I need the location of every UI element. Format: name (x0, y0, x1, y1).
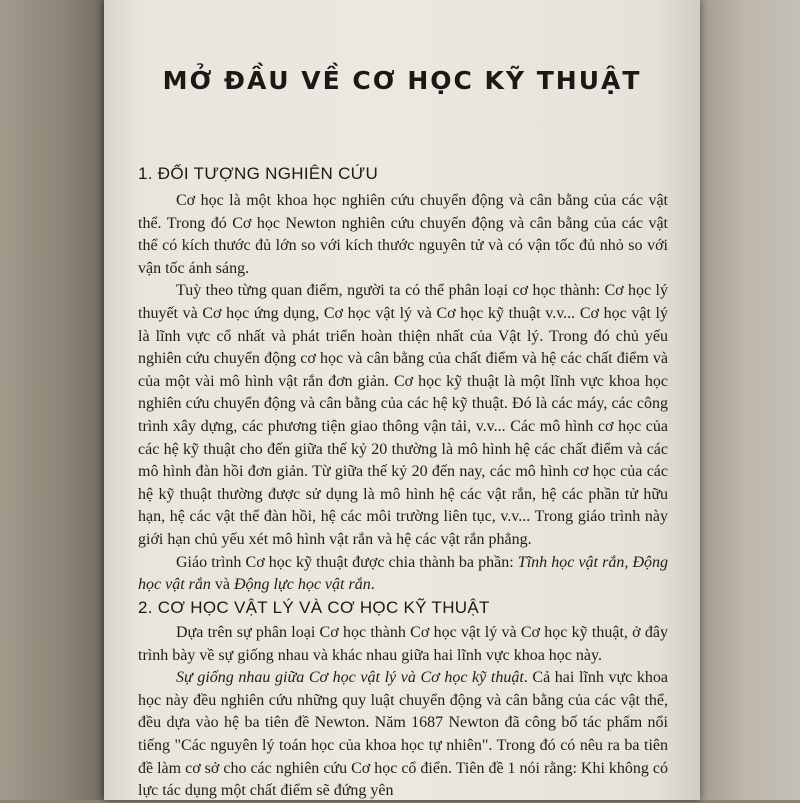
italic-lead: Sự giống nhau giữa Cơ học vật lý và Cơ học kỹ thuật (176, 669, 524, 687)
part-dynamics: Động lực học vật rắn (233, 576, 371, 594)
paragraph: Tuỳ theo từng quan điểm, người ta có thể phân loại cơ học thành: Cơ học lý thuyết và Cơ học ứng dụng, Cơ học vật lý và Cơ học kỹ thuật v.v... Cơ học vật lý là lĩnh vực cổ nhất và phát triển hoàn thiện nhất của Vật lý. Trong đó chủ yếu nghiên cứu chuyển động cơ học và cân bằng của chất điểm và hệ các chất điểm và của một vài mô hình vật rắn đơn giản. Cơ học kỹ thuật là một lĩnh vực khoa học nghiên cứu chuyển động và cân bằng của các hệ kỹ thuật. Đó là các máy, các công trình xây dựng, các phương tiện giao thông vận tải, v.v... Các mô hình cơ học của các hệ kỹ thuật cho đến giữa thế kỷ 20 thường là mô hình hệ các chất điểm và các mô hình đàn hồi đơn giản. Từ giữa thế kỷ 20 đến nay, các mô hình cơ học của các hệ kỹ thuật thường được sử dụng là mô hình hệ các vật rắn, hệ các phần tử hữu hạn, hệ các vật thể đàn hồi, hệ các môi trường liên tục, v.v... Trong giáo trình này giới hạn chủ yếu xét mô hình vật rắn và hệ các vật rắn phẳng. (138, 282, 668, 548)
book-page (104, 0, 700, 800)
section-heading-2: 2. CƠ HỌC VẬT LÝ VÀ CƠ HỌC KỸ THUẬT (138, 598, 490, 617)
period: . (370, 576, 375, 594)
part-statics: Tĩnh học vật rắn, (517, 553, 629, 571)
background-left (0, 0, 110, 800)
paragraph (138, 667, 668, 803)
part-kinematics: Động học vật rắn (138, 553, 669, 594)
section-body-2 (138, 622, 668, 803)
paragraph-rest: . Cả hai lĩnh vực khoa học này đều nghiên cứu những quy luật chuyển động và cân bằng của các vật thể, đều dựa vào hệ ba tiên đề Newton. Năm 1687 Newton đã công bố tác phẩm nổi tiếng "Các nguyên lý toán học của khoa học tự nhiên". Trong đó có nêu ra ba tiên đề làm cơ sở cho các nghiên cứu Cơ học cổ điển. Tiên đề 1 nói rằng: Khi không có lực tác dụng một chất điểm sẽ đứng yên (138, 669, 668, 800)
paragraph: Cơ học là một khoa học nghiên cứu chuyển động và cân bằng của các vật thể. Trong đó Cơ học Newton nghiên cứu chuyển động và cân bằng của các vật thể có kích thước đủ lớn so với kích thước nguyên tử và có vận tốc đủ nhỏ so với vận tốc ánh sáng. (138, 192, 668, 277)
paragraph-lead: Giáo trình Cơ học kỹ thuật được chia thành ba phần: (176, 553, 518, 571)
section-body-1 (138, 190, 668, 597)
section-heading-1: 1. ĐỐI TƯỢNG NGHIÊN CỨU (138, 164, 379, 183)
background-right (690, 0, 800, 800)
conjunction: và (210, 576, 234, 594)
paragraph: Dựa trên sự phân loại Cơ học thành Cơ học vật lý và Cơ học kỹ thuật, ở đây trình bày về sự giống nhau và khác nhau giữa hai lĩnh vực khoa học này. (138, 624, 668, 664)
chapter-title: MỞ ĐẦU VỀ CƠ HỌC KỸ THUẬT (162, 66, 642, 95)
paragraph (138, 552, 668, 597)
